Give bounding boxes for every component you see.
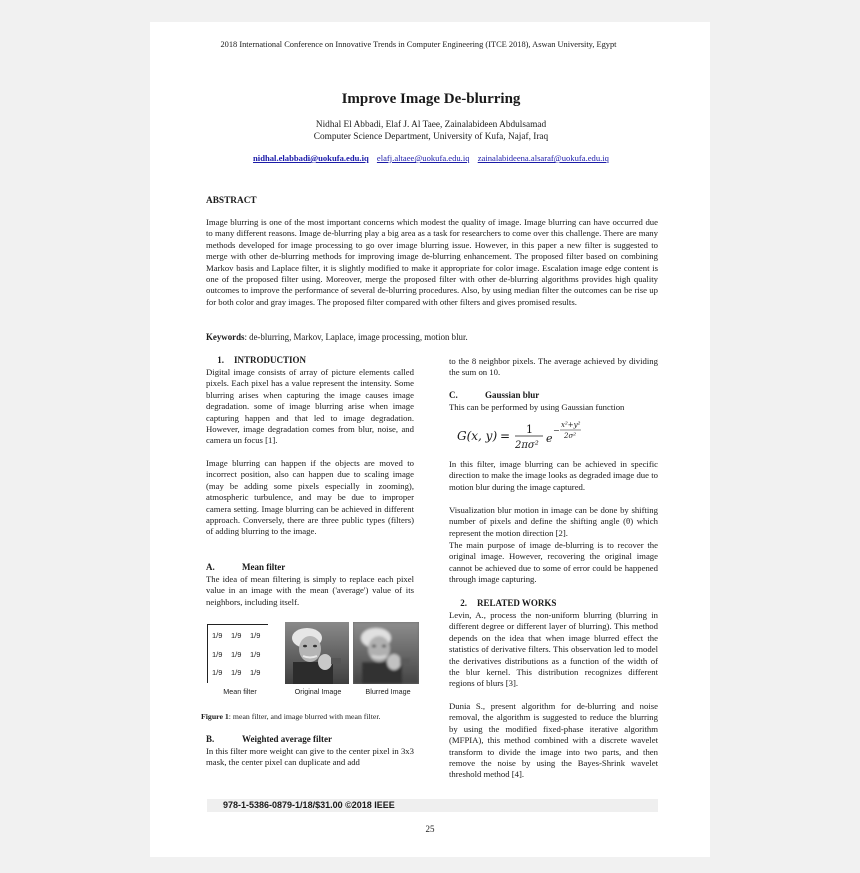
- svg-text:e: e: [546, 432, 553, 445]
- keywords-text: : de-blurring, Markov, Laplace, image processing, motion blur.: [244, 332, 468, 342]
- kernel-cell: 1/9: [231, 650, 242, 659]
- section-heading-introduction: 1. INTRODUCTION: [217, 355, 307, 365]
- ieee-copyright: 978-1-5386-0879-1/18/$31.00 ©2018 IEEE: [207, 799, 658, 812]
- gaussian-paragraph-3: The main purpose of image de-blurring is to recover the original image. However, recovering the original image cannot be achieved due to some of error could be happened through image capturing.: [449, 540, 658, 585]
- kernel-cell: 1/9: [250, 650, 261, 659]
- keywords: [206, 332, 658, 342]
- kernel-cell: 1/9: [250, 631, 261, 640]
- gaussian-paragraph-2: Visualization blur motion in image can be done by shifting number of pixels and define the shifting angle (θ) which represent the motion direction [2].: [449, 505, 658, 538]
- weighted-filter-text: In this filter more weight can give to the center pixel in 3x3 mask, the center pixel can duplicate and add: [206, 746, 414, 768]
- svg-text:x²+y²: x²+y²: [561, 421, 581, 429]
- paper-title: Improve Image De-blurring: [341, 91, 521, 107]
- weighted-filter-continued: to the 8 neighbor pixels. The average achieved by dividing the sum on 10.: [449, 356, 658, 378]
- kernel-cell: 1/9: [212, 631, 223, 640]
- related-paragraph-1: Levin, A., process the non-uniform blurring (blurring in different degree or different layer of blurring). This method depends on the idea that when image blurred effect the statistics of derivative filters. This observation led to model the derivatives distributions as a function of the width of the blur kernel. This distribution recognizes different regions of blurs [3].: [449, 610, 658, 689]
- original-image: [285, 622, 349, 684]
- gaussian-formula: [455, 417, 600, 453]
- email-link-3[interactable]: zainalabideena.alsaraf@uokufa.edu.iq: [477, 153, 609, 163]
- blurred-image-label: Blurred Image: [365, 687, 411, 696]
- kernel-cell: 1/9: [212, 668, 223, 677]
- kernel-cell: 1/9: [231, 668, 242, 677]
- page-number: 25: [425, 824, 435, 834]
- kernel-cell: 1/9: [250, 668, 261, 677]
- blurred-image: [353, 622, 419, 684]
- author-names: Nidhal El Abbadi, Elaf J. Al Taee, Zainalabideen Abdulsamad: [315, 120, 547, 130]
- subsection-heading-weighted: B. Weighted average filter: [206, 734, 332, 744]
- figure-caption: [201, 712, 431, 721]
- section-heading-related-works: 2. RELATED WORKS: [460, 598, 557, 608]
- email-link-1[interactable]: nidhal.elabbadi@uokufa.edu.iq: [253, 153, 369, 163]
- mean-filter-kernel: [207, 624, 268, 683]
- svg-text:−: −: [553, 426, 560, 435]
- intro-paragraph-2: Image blurring can happen if the objects are moved to incorrect position, also can happen due to scaling image (may be adding some pixels especially in zooming), atmospheric turbulence, and may be due to improper camera setting. Image blurring can be achieved in different approach. Conversely, there are three public types (filters) of adding blurring to the image.: [206, 458, 414, 537]
- author-block: [206, 119, 656, 143]
- email-list: [206, 153, 656, 163]
- intro-paragraph-1: Digital image consists of array of picture elements called pixels. Each pixel has a value represent the intensity. Some blurring arises when capturing the image causes image degradation. some of image blurring arise when image capturing happen and that led to image degradation. However, image degradation comes from blur, noise, and camera un focus [1].: [206, 367, 414, 446]
- email-link-2[interactable]: elafj.altaee@uokufa.edu.iq: [376, 153, 470, 163]
- keywords-label: Keywords: [206, 332, 245, 342]
- svg-text:2σ²: 2σ²: [564, 432, 577, 440]
- affiliation: Computer Science Department, University of Kufa, Najaf, Iraq: [313, 132, 549, 142]
- figure-label: Figure 1: [201, 712, 229, 721]
- related-paragraph-2: Dunia S., present algorithm for de-blurring and noise removal, the algorithm is suggested to reduce the blurring by using the modified fixed-phase iterative algorithm (MFPIA), this method combined with a discrete wavelet transform to divide the image into two parts, and then remove the noise by using the Bayes-Shrink wavelet threshold method [4].: [449, 701, 658, 780]
- mean-filter-text: The idea of mean filtering is simply to replace each pixel value in an image with the mean ('average') value of its neighbors, including itself.: [206, 574, 414, 607]
- gaussian-intro: This can be performed by using Gaussian function: [449, 402, 625, 412]
- conference-header: 2018 International Conference on Innovative Trends in Computer Engineering (ITCE 2018), Aswan University, Egypt: [220, 40, 617, 49]
- kernel-cell: 1/9: [231, 631, 242, 640]
- svg-text:2πσ²: 2πσ²: [515, 440, 539, 451]
- original-image-label: Original Image: [294, 687, 342, 696]
- svg-text:G(x, y): G(x, y): [457, 429, 498, 443]
- svg-text:=: =: [500, 429, 511, 443]
- subsection-heading-mean: A. Mean filter: [206, 562, 286, 572]
- abstract-text: Image blurring is one of the most important concerns which modest the quality of image. Image blurring can have occurred due to many different reasons. Image de-blurring play a big area as a task for researchers to come over this challenge. There are many methods developed for image processing to go over image blurring issue. However, in this paper a new filter is suggested to merge with other de-blurring methods for improving image de-blurring enhancement. The proposed filter based on combining Markov basis and Laplace filter, it is slightly modified to make it appropriate for color image. Escalation image edge content is one of the proposed filter using. Moreover, merge the proposed filter with other de-blurring algorithms provides high quality outcomes to improve the performance of several de-blurring procedures. Also, by using median filter the outcomes can be rise up for both color and gray images. The proposed filter compared with other filters and gives promised results.: [206, 217, 658, 307]
- gaussian-paragraph-1: In this filter, image blurring can be achieved in specific direction to make the image looks as degraded image due to motion blur during the image captured.: [449, 459, 658, 492]
- abstract-heading: ABSTRACT: [206, 196, 257, 206]
- figure-caption-text: : mean filter, and image blurred with mean filter.: [228, 712, 381, 721]
- kernel-cell: 1/9: [212, 650, 223, 659]
- svg-text:1: 1: [526, 423, 533, 436]
- subsection-heading-gaussian: C. Gaussian blur: [449, 390, 540, 400]
- mean-filter-label: Mean filter: [223, 687, 257, 696]
